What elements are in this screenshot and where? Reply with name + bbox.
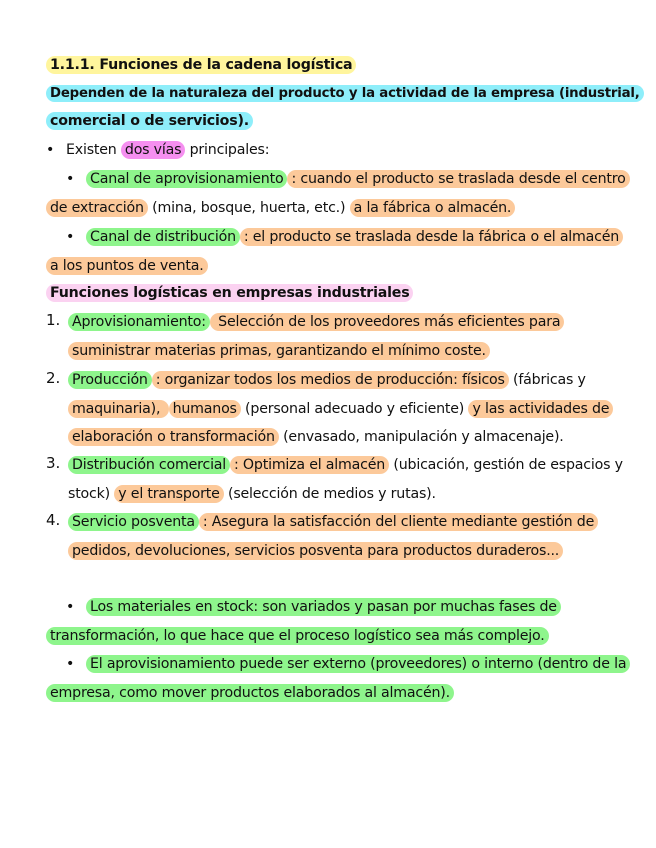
funcion-2-desc-2a: maquinaria), xyxy=(68,400,169,418)
intro-highlight-2: comercial o de servicios). xyxy=(46,112,253,130)
funcion-3-desc-2a: stock) xyxy=(68,486,115,502)
intro-line-1 xyxy=(46,83,644,105)
note-1-highlight-2: transformación, lo que hace que el proceso logístico sea más complejo. xyxy=(46,627,549,645)
funcion-2-line-2 xyxy=(68,398,613,420)
note-1-highlight: Los materiales en stock: son variados y pasan por muchas fases de xyxy=(86,598,561,616)
canal-dist-line-2 xyxy=(46,255,208,277)
funcion-4-desc-2: pedidos, devoluciones, servicios posventa para productos duraderos... xyxy=(68,542,563,560)
canal-aprov-desc-2b: (mina, bosque, huerta, etc.) xyxy=(147,200,350,216)
canal-aprov-desc-2a: de extracción xyxy=(46,199,148,217)
list-number-4: 4. xyxy=(46,511,61,529)
note-2-line-2 xyxy=(46,682,454,704)
canal-aprov-label: Canal de aprovisionamiento xyxy=(86,170,287,188)
bullet-icon: • xyxy=(66,171,75,187)
canal-aprov-desc-2c: a la fábrica o almacén. xyxy=(350,199,516,217)
funcion-1-line-1 xyxy=(68,311,564,333)
bullet-icon: • xyxy=(66,656,75,672)
subtitle-highlight: Funciones logísticas en empresas industriales xyxy=(46,284,413,302)
vias-highlight: dos vías xyxy=(121,141,185,159)
funcion-3-label: Distribución comercial xyxy=(68,456,230,474)
funcion-1-line-2 xyxy=(68,340,490,362)
funcion-1-label: Aprovisionamiento: xyxy=(68,313,210,331)
canal-aprov-line-2 xyxy=(46,197,515,219)
funcion-4-label: Servicio posventa xyxy=(68,513,199,531)
note-1-line-1 xyxy=(66,596,561,618)
intro-line-2 xyxy=(46,110,253,132)
vias-post: principales: xyxy=(185,142,270,158)
funcion-4-desc: : Asegura la satisfacción del cliente mediante gestión de xyxy=(199,513,598,531)
title-highlight: 1.1.1. Funciones de la cadena logística xyxy=(46,56,356,74)
canal-aprov-line-1 xyxy=(66,168,630,190)
funcion-3-desc-1b: (ubicación, gestión de espacios y xyxy=(389,457,623,473)
vias-pre: Existen xyxy=(66,142,121,158)
funcion-3-desc-1a: : Optimiza el almacén xyxy=(230,456,389,474)
vias-line xyxy=(46,139,269,161)
subtitle xyxy=(46,282,413,304)
funcion-2-desc-2d: y las actividades de xyxy=(468,400,613,418)
intro-highlight-1: Dependen de la naturaleza del producto y la actividad de la empresa (industrial, xyxy=(46,85,644,102)
funcion-1-desc-2: suministrar materias primas, garantizando el mínimo coste. xyxy=(68,342,490,360)
funcion-2-desc-1a: : organizar todos los medios de producción: físicos xyxy=(152,371,509,389)
note-1-line-2 xyxy=(46,625,549,647)
funcion-2-line-3 xyxy=(68,426,564,448)
funcion-2-desc-2c: (personal adecuado y eficiente) xyxy=(240,401,469,417)
note-2-line-1 xyxy=(66,653,630,675)
canal-dist-desc-2: a los puntos de venta. xyxy=(46,257,208,275)
funcion-2-line-1 xyxy=(68,369,586,391)
funcion-3-line-1 xyxy=(68,454,623,476)
funcion-2-desc-3a: elaboración o transformación xyxy=(68,428,279,446)
funcion-3-line-2 xyxy=(68,483,436,505)
canal-aprov-desc: : cuando el producto se traslada desde el centro xyxy=(287,170,629,188)
funcion-3-desc-2c: (selección de medios y rutas). xyxy=(223,486,436,502)
funcion-2-desc-1b: (fábricas y xyxy=(508,372,586,388)
list-number-3: 3. xyxy=(46,454,61,472)
funcion-3-desc-2b: y el transporte xyxy=(114,485,223,503)
funcion-2-label: Producción xyxy=(68,371,152,389)
note-2-highlight-2: empresa, como mover productos elaborados al almacén). xyxy=(46,684,454,702)
canal-dist-line-1 xyxy=(66,226,623,248)
bullet-icon: • xyxy=(66,599,75,615)
note-2-highlight: El aprovisionamiento puede ser externo (proveedores) o interno (dentro de la xyxy=(86,655,630,673)
funcion-4-line-2 xyxy=(68,540,563,562)
section-title xyxy=(46,54,356,76)
funcion-4-line-1 xyxy=(68,511,598,533)
list-number-2: 2. xyxy=(46,369,61,387)
canal-dist-desc: : el producto se traslada desde la fábrica o el almacén xyxy=(240,228,623,246)
funcion-1-desc: Selección de los proveedores más eficientes para xyxy=(210,313,564,331)
funcion-2-desc-3b: (envasado, manipulación y almacenaje). xyxy=(278,429,564,445)
bullet-icon: • xyxy=(66,229,75,245)
funcion-2-desc-2b: humanos xyxy=(169,400,241,418)
list-number-1: 1. xyxy=(46,311,61,329)
bullet-icon: • xyxy=(46,142,55,158)
canal-dist-label: Canal de distribución xyxy=(86,228,240,246)
